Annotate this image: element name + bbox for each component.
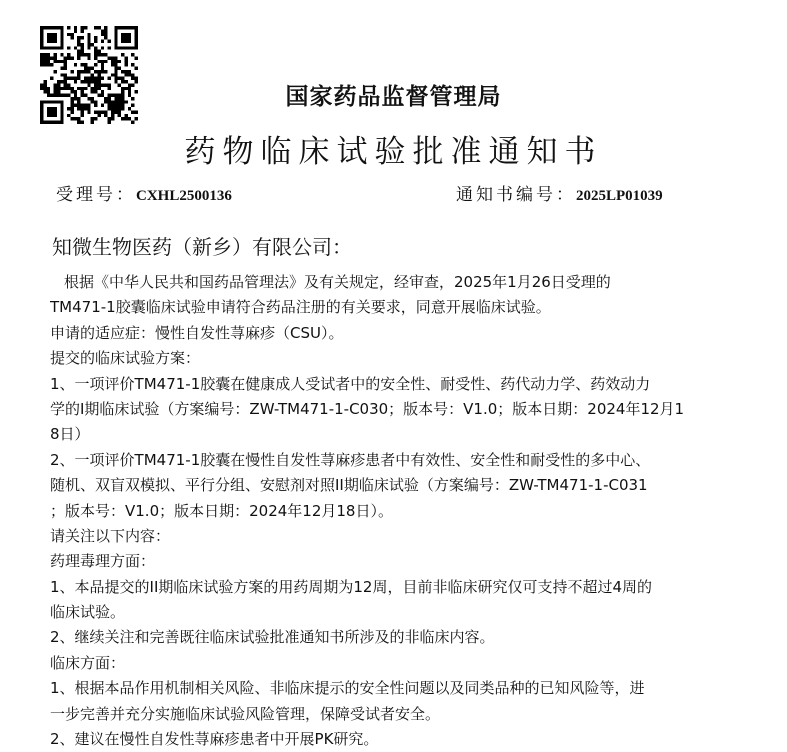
notice-number-row bbox=[456, 180, 663, 205]
body-line: 临床试验。 bbox=[50, 603, 126, 622]
section-heading: 提交的临床试验方案： bbox=[50, 349, 201, 368]
body-line: 一步完善并充分实施临床试验风险管理，保障受试者安全。 bbox=[50, 704, 441, 723]
body-line: 1、一项评价TM471-1胶囊在健康成人受试者中的安全性、耐受性、药代动力学、药效动力 bbox=[50, 374, 651, 393]
body-line: 1、根据本品作用机制相关风险、非临床提示的安全性问题以及同类品种的已知风险等，进 bbox=[50, 679, 645, 698]
document-title: 药物临床试验批准通知书 bbox=[184, 134, 603, 170]
body-line: 学的I期临床试验（方案编号：ZW-TM471-1-C030；版本号：V1.0；版本日期：2024年12月1 bbox=[50, 399, 685, 418]
section-heading: 药理毒理方面： bbox=[50, 552, 156, 571]
body-line: 根据《中华人民共和国药品管理法》及有关规定，经审查，2025年1月26日受理的 bbox=[64, 273, 611, 291]
section-heading: 请关注以下内容： bbox=[50, 526, 171, 545]
agency-name: 国家药品监督管理局 bbox=[285, 84, 502, 110]
notice-body bbox=[50, 270, 730, 752]
body-line: TM471-1胶囊临床试验申请符合药品注册的有关要求，同意开展临床试验。 bbox=[50, 298, 551, 317]
section-heading: 临床方面： bbox=[50, 653, 126, 672]
body-line: 8日） bbox=[50, 425, 90, 444]
notice-number-label: 通知书编号： bbox=[456, 185, 576, 205]
body-line: 2、一项评价TM471-1胶囊在慢性自发性荨麻疹患者中有效性、安全性和耐受性的多中心、 bbox=[50, 450, 651, 469]
body-line: ；版本号：V1.0；版本日期：2024年12月18日）。 bbox=[50, 501, 393, 520]
acceptance-number-label: 受理号： bbox=[56, 185, 136, 205]
indication-line: 申请的适应症：慢性自发性荨麻疹（CSU）。 bbox=[50, 323, 344, 342]
addressee: 知微生物医药（新乡）有限公司： bbox=[52, 235, 352, 259]
body-line: 2、继续关注和完善既往临床试验批准通知书所涉及的非临床内容。 bbox=[50, 628, 495, 647]
notice-number-value: 2025LP01039 bbox=[576, 188, 663, 204]
body-line: 1、本品提交的II期临床试验方案的用药周期为12周，目前非临床研究仅可支持不超过4周的 bbox=[50, 577, 653, 596]
body-line: 随机、双盲双模拟、平行分组、安慰剂对照II期临床试验（方案编号：ZW-TM471-1-C031 bbox=[50, 476, 648, 495]
body-line: 2、建议在慢性自发性荨麻疹患者中开展PK研究。 bbox=[50, 730, 379, 749]
acceptance-number-row bbox=[56, 180, 232, 205]
acceptance-number-value: CXHL2500136 bbox=[136, 188, 232, 204]
